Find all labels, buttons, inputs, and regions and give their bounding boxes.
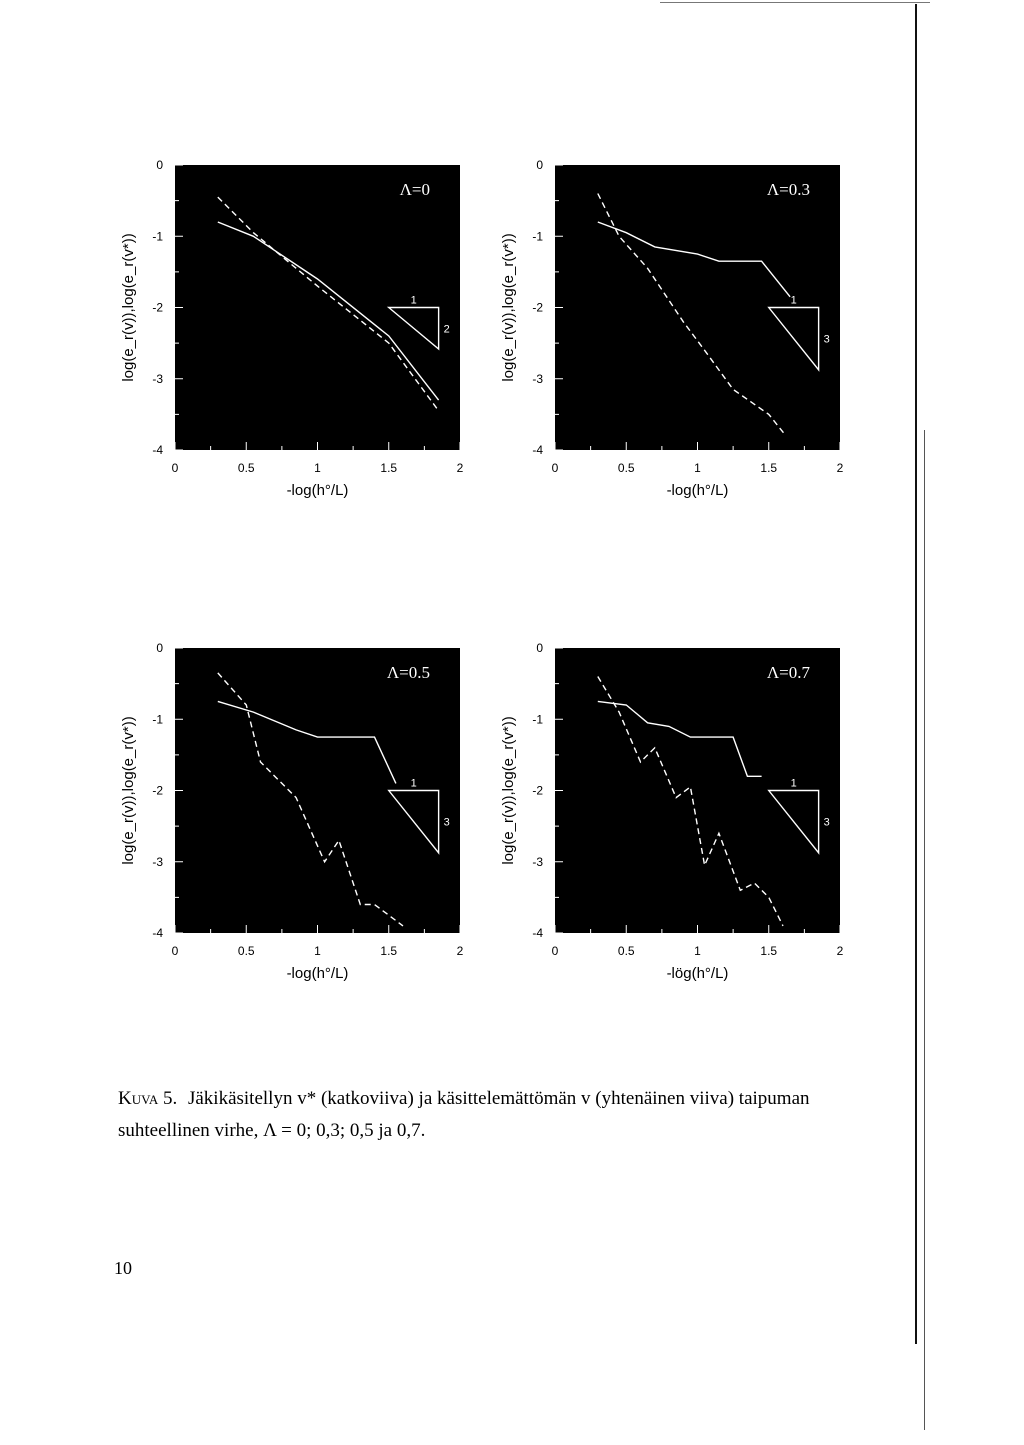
slope-rise-label: 3 <box>823 816 830 829</box>
y-tick-label: 0 <box>536 641 543 655</box>
y-tick-label: -3 <box>152 854 163 869</box>
chart-svg <box>490 633 870 1033</box>
chart-panel-lambda-0-3 <box>490 150 870 550</box>
y-tick-label: -4 <box>152 926 163 940</box>
slope-run-label: 1 <box>790 294 797 307</box>
x-tick-label: 1.5 <box>760 461 778 475</box>
x-tick-label: 0 <box>551 461 559 475</box>
x-tick-label: 1 <box>694 461 701 475</box>
chart-svg <box>490 150 870 550</box>
y-tick-label: -3 <box>152 371 163 386</box>
x-axis-title: -log(h°/L) <box>666 482 729 499</box>
right-margin-rule <box>915 4 917 1344</box>
x-tick-label: 2 <box>836 461 844 475</box>
y-tick-label: -3 <box>532 371 543 386</box>
x-axis-title: -lög(h°/L) <box>666 965 729 982</box>
y-axis-title: log(e_r(v)),log(e_r(v*)) <box>500 716 517 865</box>
y-tick-label: -4 <box>532 443 543 457</box>
panel-label: Λ=0 <box>399 180 430 199</box>
x-tick-label: 2 <box>836 944 844 958</box>
figure-number: Kuva 5. <box>118 1088 178 1109</box>
y-tick-label: -1 <box>152 229 163 244</box>
x-tick-label: 2 <box>456 461 464 475</box>
chart-svg <box>110 633 490 1033</box>
x-tick-label: 0.5 <box>617 944 635 958</box>
right-margin-rule-secondary <box>924 430 925 1430</box>
y-axis-title: log(e_r(v)),log(e_r(v*)) <box>120 716 137 865</box>
panel-label: Λ=0.5 <box>386 663 430 682</box>
x-tick-label: 1.5 <box>380 944 398 958</box>
y-tick-label: -2 <box>532 783 543 798</box>
y-tick-label: -2 <box>152 300 163 315</box>
x-tick-label: 1 <box>314 461 321 475</box>
panel-label: Λ=0.3 <box>766 180 810 199</box>
slope-rise-label: 3 <box>823 333 830 346</box>
slope-run-label: 1 <box>790 777 797 790</box>
slope-rise-label: 3 <box>443 816 450 829</box>
x-tick-label: 0.5 <box>617 461 635 475</box>
x-tick-label: 0 <box>551 944 559 958</box>
y-tick-label: -4 <box>152 443 163 457</box>
chart-panel-lambda-0-7 <box>490 633 870 1033</box>
panel-label: Λ=0.7 <box>766 663 810 682</box>
y-tick-label: 0 <box>156 158 163 172</box>
chart-svg <box>110 150 490 550</box>
figure-caption <box>118 1083 878 1147</box>
page-number: 10 <box>114 1258 132 1278</box>
x-axis-title: -log(h°/L) <box>286 482 349 499</box>
y-axis-title: log(e_r(v)),log(e_r(v*)) <box>120 233 137 382</box>
x-tick-label: 1.5 <box>380 461 398 475</box>
y-tick-label: -1 <box>152 712 163 727</box>
caption-text: Jäkikäsitellyn v* (katkoviiva) ja käsittelemättömän v (yhtenäinen viiva) taipuman suhteellinen virhe, Λ = 0; 0,3; 0,5 ja 0,7. <box>118 1088 810 1141</box>
y-tick-label: -4 <box>532 926 543 940</box>
x-tick-label: 0 <box>171 461 179 475</box>
x-tick-label: 1 <box>314 944 321 958</box>
y-tick-label: 0 <box>536 158 543 172</box>
y-tick-label: 0 <box>156 641 163 655</box>
x-tick-label: 2 <box>456 944 464 958</box>
chart-panel-lambda-0-5 <box>110 633 490 1033</box>
top-rule <box>660 2 930 3</box>
slope-run-label: 1 <box>410 294 417 307</box>
y-axis-title: log(e_r(v)),log(e_r(v*)) <box>500 233 517 382</box>
chart-panel-lambda-0 <box>110 150 490 550</box>
x-tick-label: 0.5 <box>237 461 255 475</box>
y-tick-label: -3 <box>532 854 543 869</box>
x-tick-label: 0.5 <box>237 944 255 958</box>
x-tick-label: 1 <box>694 944 701 958</box>
x-tick-label: 0 <box>171 944 179 958</box>
y-tick-label: -1 <box>532 229 543 244</box>
slope-rise-label: 2 <box>443 323 450 336</box>
y-tick-label: -2 <box>532 300 543 315</box>
slope-run-label: 1 <box>410 777 417 790</box>
y-tick-label: -2 <box>152 783 163 798</box>
x-tick-label: 1.5 <box>760 944 778 958</box>
x-axis-title: -log(h°/L) <box>286 965 349 982</box>
y-tick-label: -1 <box>532 712 543 727</box>
